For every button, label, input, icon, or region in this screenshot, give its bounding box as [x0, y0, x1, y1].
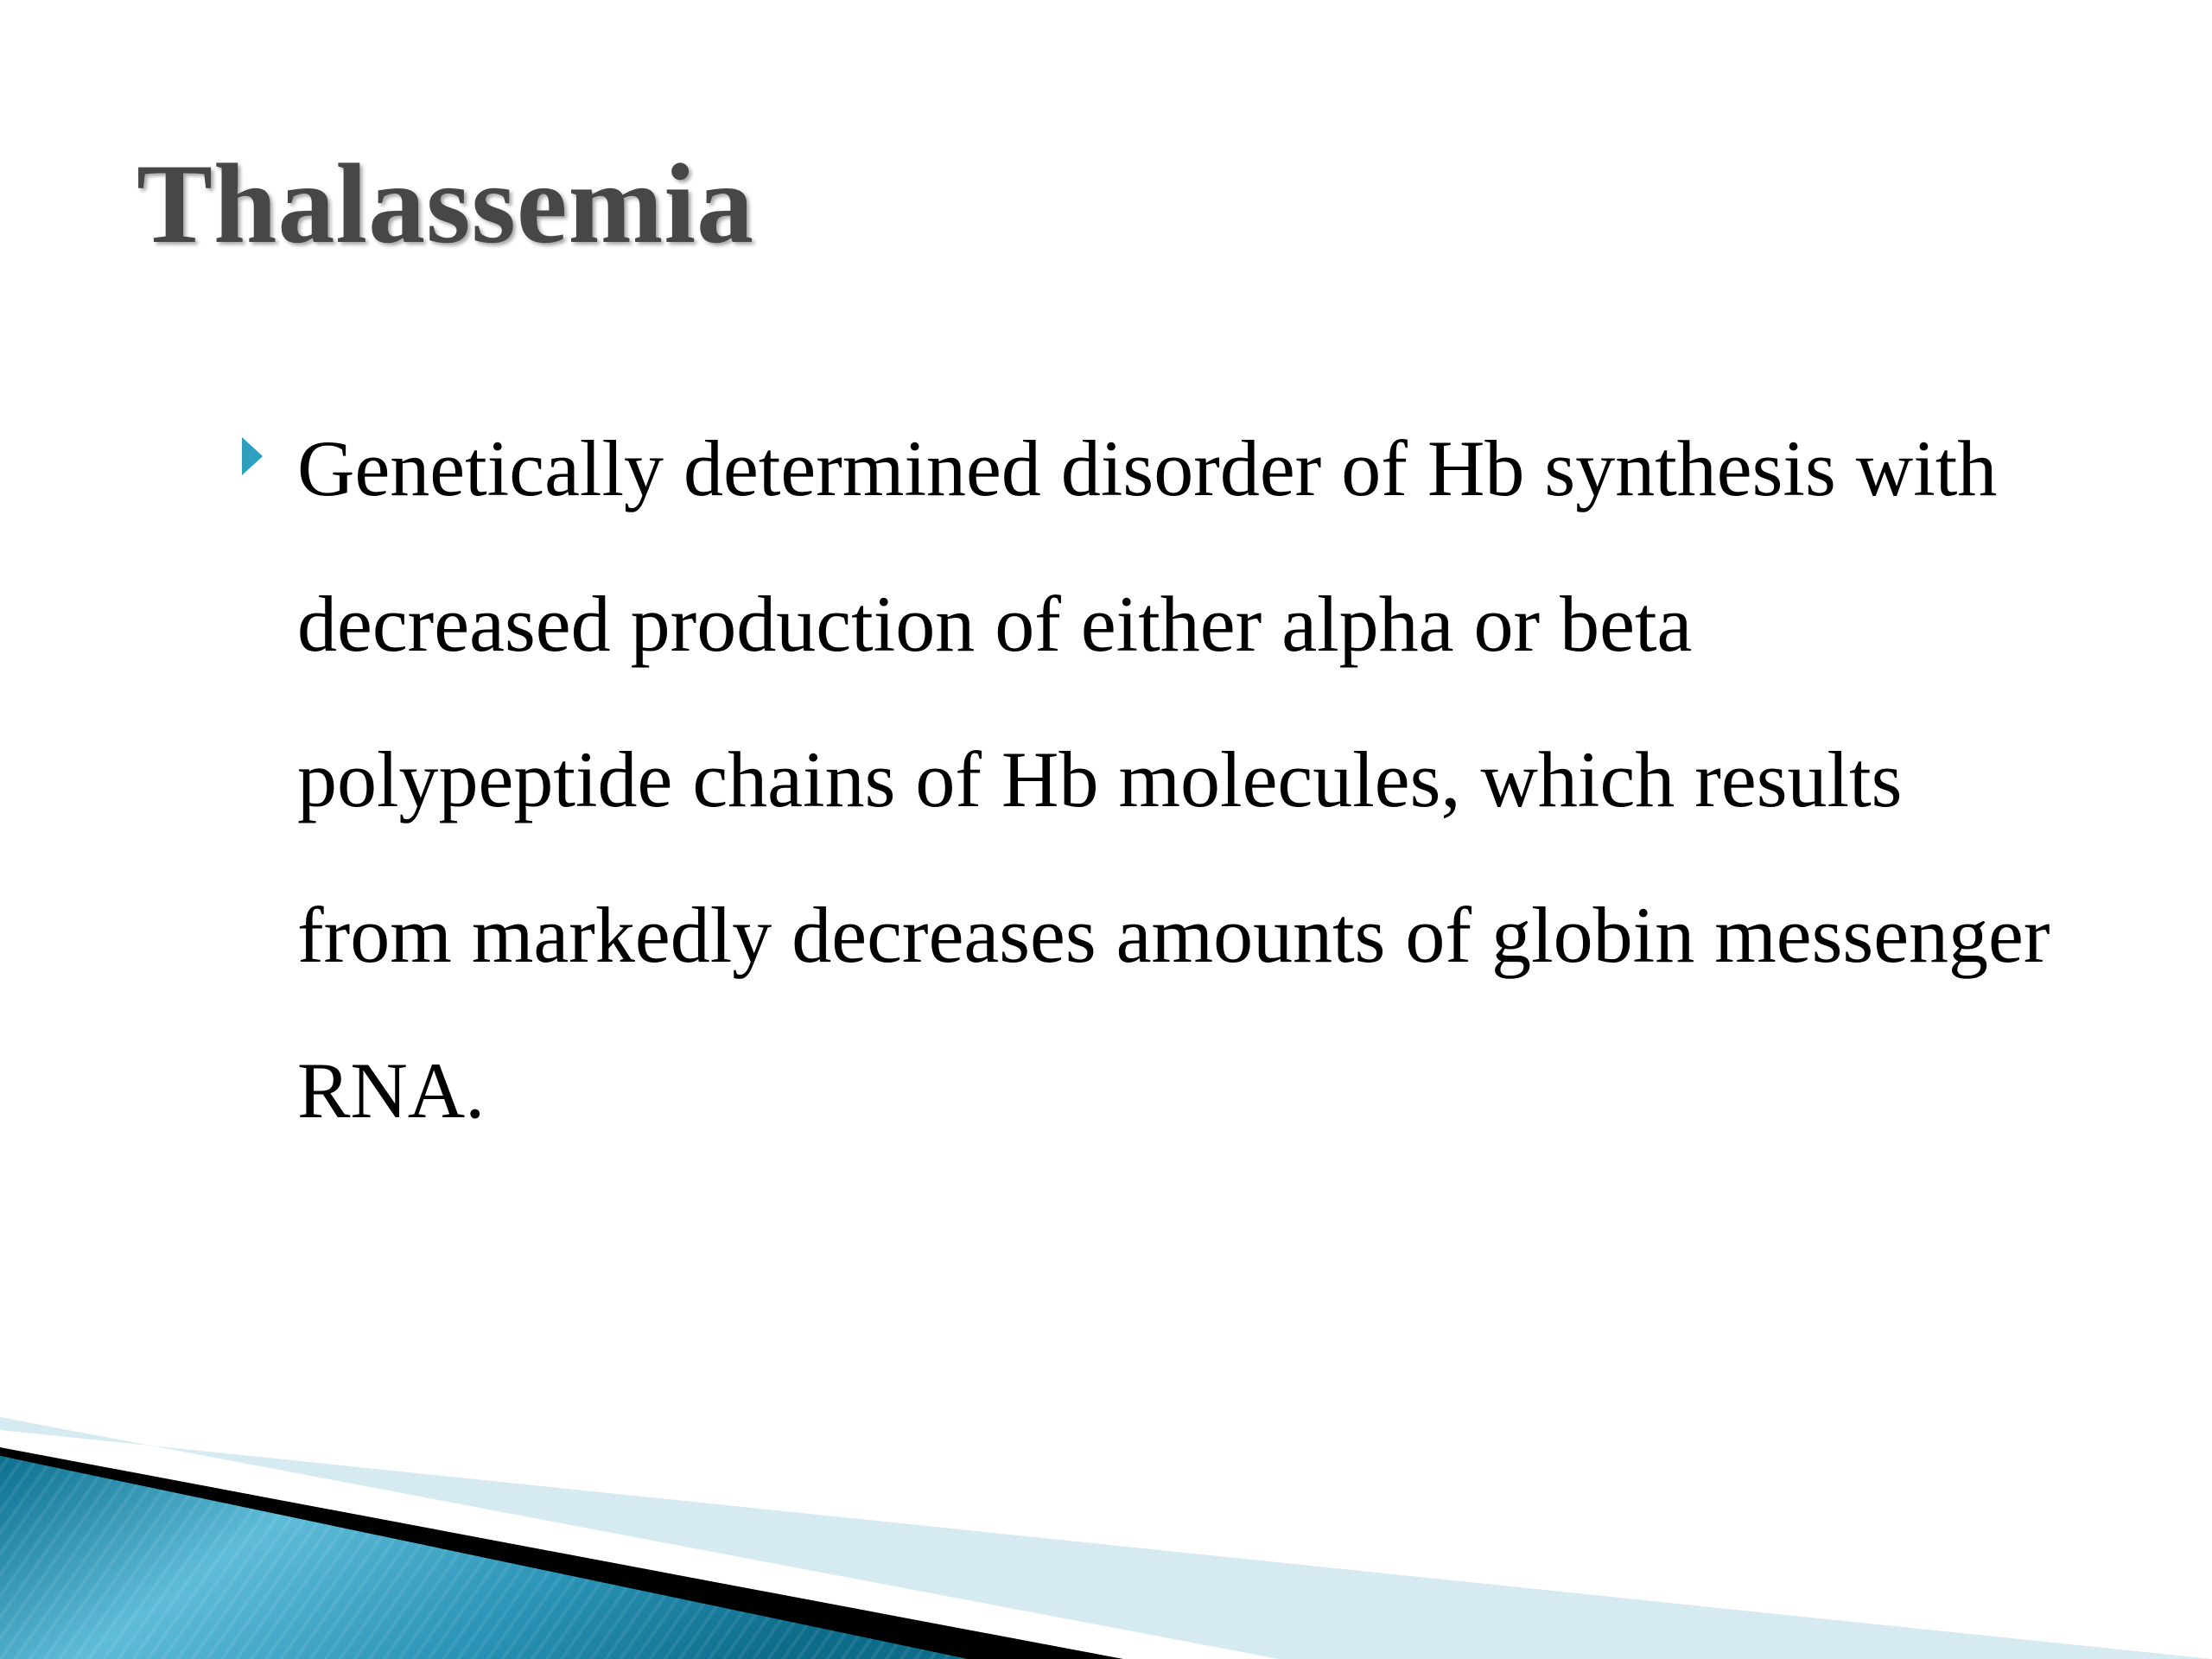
bullet-item — [235, 391, 2075, 1168]
bullet-list — [235, 397, 2075, 1168]
bullet-text: Genetically determined disorder of Hb synthesis with decreased production of either alpha or beta polypeptide chains of Hb molecules, which results from markedly decreases amounts of globin messenger RNA. — [297, 424, 2050, 1135]
corner-decoration — [0, 1382, 2212, 1659]
slide-title: Thalassemia — [137, 140, 755, 267]
bullet-arrow-icon — [242, 437, 263, 475]
